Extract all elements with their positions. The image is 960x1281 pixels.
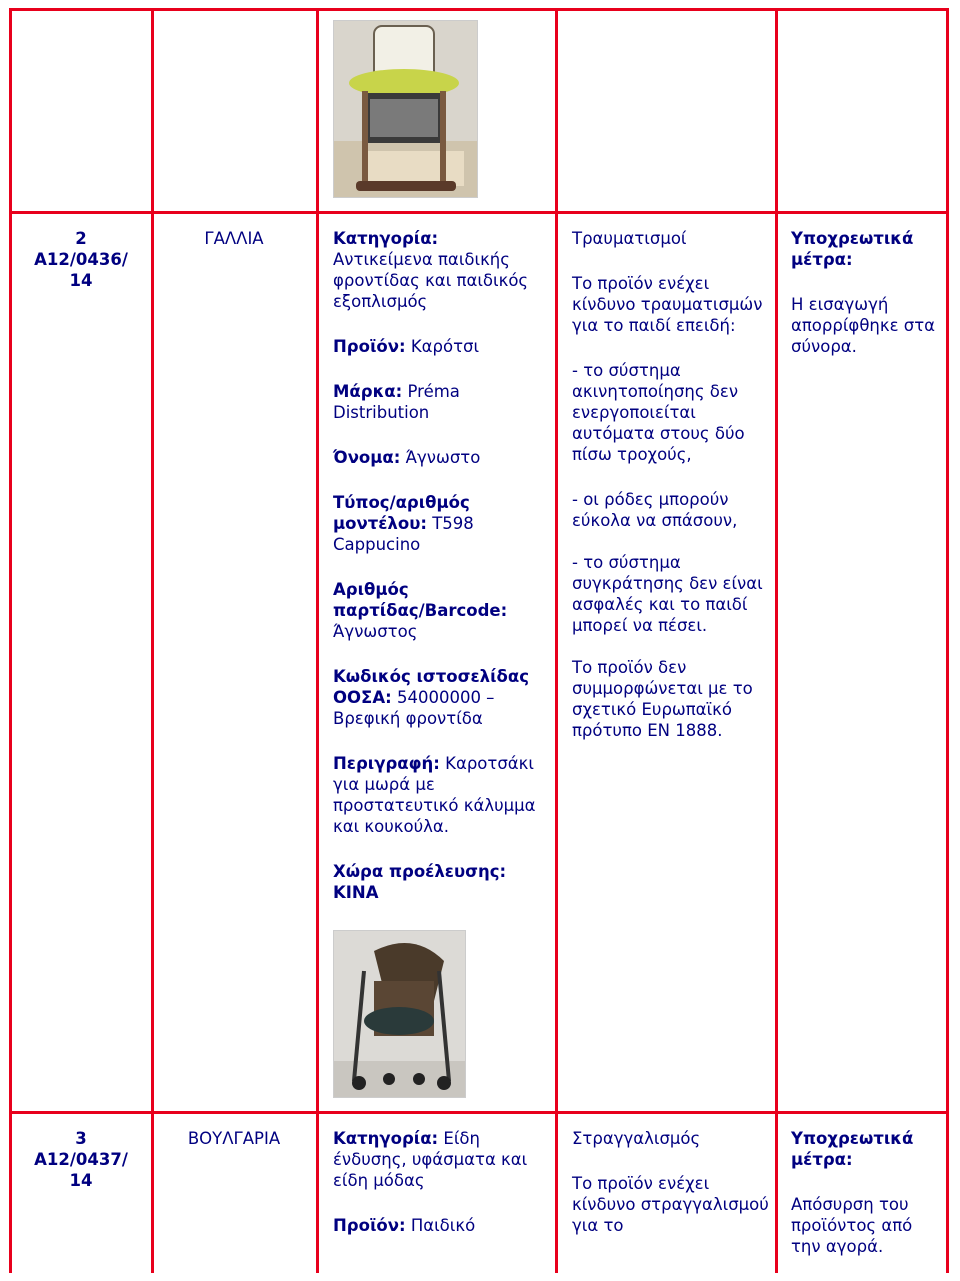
batch-value: Άγνωστος (333, 622, 418, 641)
table-border-col1 (151, 8, 154, 1273)
risk-reason-1: - το σύστημα ακινητοποίησης δεν ενεργοποιείται αυτόματα στους δύο πίσω τροχούς, (572, 361, 745, 464)
risk-type: Στραγγαλισμός (572, 1129, 701, 1148)
model-label: Τύπος/αριθμός μοντέλου: (333, 493, 470, 533)
batch-label: Αριθμός παρτίδας/Barcode: (333, 580, 508, 620)
category-field (333, 1128, 553, 1191)
product-details (333, 1128, 553, 1260)
notification-code: A12/0436/ (34, 250, 128, 269)
notifying-country (154, 1128, 314, 1149)
description-value: Καροτσάκι για μωρά με προστατευτικό κάλυμμα και κουκούλα. (333, 754, 536, 836)
product-field (333, 336, 553, 357)
table-row-divider-1 (9, 211, 949, 214)
product-value: Παιδικό (410, 1216, 476, 1235)
name-value: Άγνωστο (405, 448, 481, 467)
oecd-field (333, 666, 553, 729)
row-number (12, 228, 150, 291)
country-name: ΓΑΛΛΙΑ (204, 229, 264, 248)
oecd-value: 54000000 – Βρεφική φροντίδα (333, 688, 495, 728)
batch-field (333, 579, 553, 642)
risk-intro: Το προϊόν ενέχει κίνδυνο στραγγαλισμού για το (572, 1174, 769, 1235)
row-index: 2 (75, 229, 87, 248)
measures (791, 228, 943, 381)
product-label: Προϊόν: (333, 337, 406, 356)
description-field (333, 753, 553, 837)
product-field (333, 1215, 553, 1236)
highchair-image (334, 21, 477, 197)
table-border-col4 (775, 8, 778, 1273)
category-value: Είδη ένδυσης, υφάσματα και είδη μόδας (333, 1129, 528, 1190)
risk-details (572, 1128, 772, 1260)
risk-reason-2: - οι ρόδες μπορούν εύκολα να σπάσουν, (572, 490, 738, 530)
country-name: ΒΟΥΛΓΑΡΙΑ (187, 1129, 281, 1148)
risk-details (572, 228, 772, 765)
origin-label: Χώρα προέλευσης: (333, 862, 507, 881)
product-value: Καρότσι (410, 337, 480, 356)
risk-reason-4: Το προϊόν δεν συμμορφώνεται με το σχετικό Ευρωπαϊκό πρότυπο EN 1888. (572, 658, 753, 740)
description-label: Περιγραφή: (333, 754, 440, 773)
brand-value: Préma Distribution (333, 382, 460, 422)
category-value: Αντικείμενα παιδικής φροντίδας και παιδικός εξοπλισμός (333, 250, 529, 311)
oecd-label: Κωδικός ιστοσελίδας ΟΟΣΑ: (333, 667, 529, 707)
risk-intro: Το προϊόν ενέχει κίνδυνο τραυματισμών για το παιδί επειδή: (572, 274, 763, 335)
notification-code-suffix: 14 (69, 271, 93, 290)
notifying-country (154, 228, 314, 249)
measures-value: Η εισαγωγή απορρίφθηκε στα σύνορα. (791, 295, 936, 356)
measures (791, 1128, 943, 1281)
product-photo-highchair (333, 20, 478, 198)
model-value: T598 Cappucino (333, 514, 474, 554)
name-label: Όνομα: (333, 448, 401, 467)
category-label: Κατηγορία: (333, 229, 439, 248)
row-number (12, 1128, 150, 1191)
table-border-col2 (316, 8, 319, 1273)
product-details (333, 228, 553, 927)
measures-value: Απόσυρση του προϊόντος από την αγορά. (791, 1195, 913, 1256)
brand-label: Μάρκα: (333, 382, 403, 401)
product-label: Προϊόν: (333, 1216, 406, 1235)
row-index: 3 (75, 1129, 87, 1148)
category-field (333, 228, 553, 312)
origin-field (333, 861, 553, 903)
brand-field (333, 381, 553, 423)
risk-type: Τραυματισμοί (572, 229, 687, 248)
measures-label: Υποχρεωτικά μέτρα: (791, 1129, 914, 1169)
model-field (333, 492, 553, 555)
table-border-top (9, 8, 949, 11)
risk-reason-3: - το σύστημα συγκράτησης δεν είναι ασφαλές και το παιδί μπορεί να πέσει. (572, 553, 763, 635)
name-field (333, 447, 553, 468)
category-label: Κατηγορία: (333, 1129, 439, 1148)
stroller-image (334, 931, 465, 1097)
notification-code-suffix: 14 (69, 1171, 93, 1190)
measures-label: Υποχρεωτικά μέτρα: (791, 229, 914, 269)
notification-code: A12/0437/ (34, 1150, 128, 1169)
product-photo-stroller (333, 930, 466, 1098)
table-border-left (9, 8, 12, 1273)
origin-value: ΚΙΝΑ (333, 883, 379, 902)
table-row-divider-2 (9, 1111, 949, 1114)
table-border-col3 (555, 8, 558, 1273)
table-border-right (946, 8, 949, 1273)
